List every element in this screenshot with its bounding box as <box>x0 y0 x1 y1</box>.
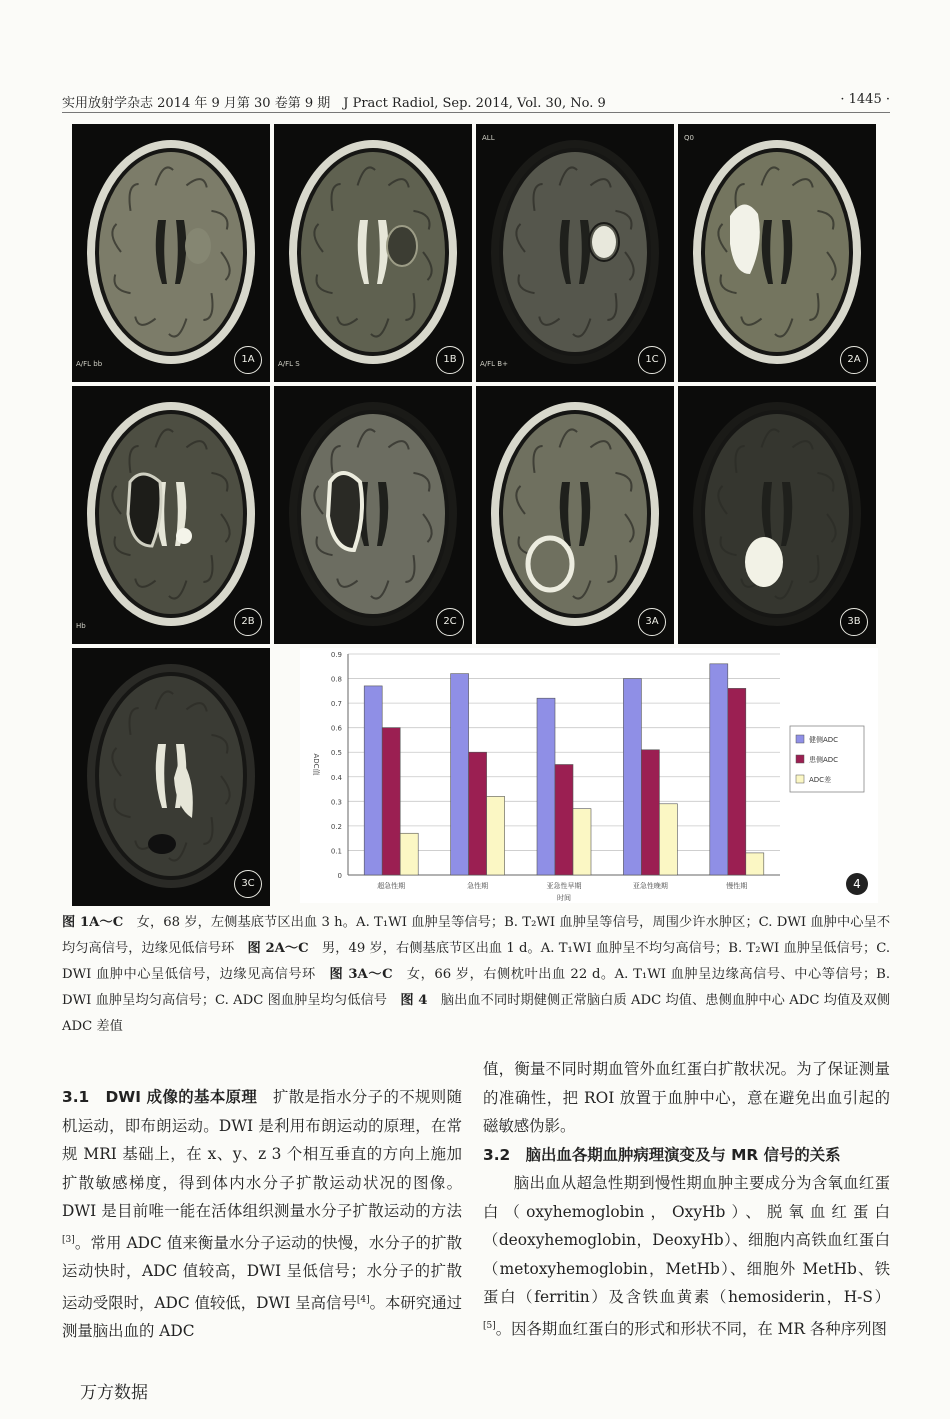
fig1-caption-label: 图 1A～C <box>62 915 124 930</box>
panel-sequence-tag: A/FL S <box>278 360 300 368</box>
fig4-caption-label: 图 4 <box>400 993 428 1008</box>
legend-swatch <box>796 775 804 783</box>
fig2-caption-text: 男，49 岁，右侧基底节区出血 1 d。A. T₁WI 血肿呈不均匀高信号；B. T₂WI 血肿呈低信号；C. DWI 血肿中心呈低信号，边缘见高信号环 <box>62 941 891 982</box>
mri-panel-2b <box>72 386 270 644</box>
panel-sequence-tag: A/FL bb <box>76 360 103 368</box>
adc-bar-chart <box>300 648 878 903</box>
bar-3 <box>746 853 764 875</box>
panel-label: 2C <box>436 608 464 636</box>
y-tick-label: 0.2 <box>330 822 342 831</box>
panel-label: 1A <box>234 346 262 374</box>
x-tick-label: 亚急性早期 <box>546 882 582 890</box>
fig1-caption-text: 女，68 岁，左侧基底节区出血 3 h。A. T₁WI 血肿呈等信号；B. T₂WI 血肿呈等信号，周围少许水肿区；C. DWI 血肿中心呈不均匀高信号，边缘见低信号环 <box>62 915 891 956</box>
mri-panel-1a <box>72 124 270 382</box>
legend-label: 患侧ADC <box>809 756 839 764</box>
bar-3 <box>573 809 591 875</box>
y-tick-label: 0.1 <box>330 847 342 856</box>
mri-image <box>72 386 270 644</box>
mri-image <box>72 648 270 906</box>
bar-1 <box>710 664 728 875</box>
bar-2 <box>469 752 487 875</box>
y-tick-label: 0.9 <box>330 651 342 659</box>
x-axis-label: 时间 <box>557 894 571 902</box>
section-3-1-heading: 3.1 DWI 成像的基本原理 <box>62 1088 258 1106</box>
mri-panel-2c <box>274 386 472 644</box>
bar-3 <box>487 796 505 875</box>
mri-image <box>72 124 270 382</box>
section-3-1-text: 扩散是指水分子的不规则随机运动，即布朗运动。DWI 是利用布朗运动的原理，在常规 MRI 基础上，在 x、y、z 3 个相互垂直的方向上施加扩散敏感梯度，得到体内水分子扩散运动状况的图像。DWI 是目前唯一能在活体组织测量水分子扩散运动的方法 <box>62 1088 462 1220</box>
panel-label: 1C <box>638 346 666 374</box>
y-tick-label: 0.5 <box>330 749 342 758</box>
bar-1 <box>623 679 641 875</box>
section-3-2-heading: 3.2 脑出血各期血肿病理演变及与 MR 信号的关系 <box>483 1145 841 1164</box>
mri-image <box>476 386 674 644</box>
panel-label: 2B <box>234 608 262 636</box>
panel-label: 3C <box>234 870 262 898</box>
bar-2 <box>641 750 659 875</box>
bar-1 <box>537 698 555 875</box>
bar-1 <box>451 674 469 875</box>
y-tick-label: 0.3 <box>330 798 342 807</box>
fig3-caption-label: 图 3A～C <box>329 967 393 982</box>
bar-2 <box>728 688 746 875</box>
ref-4: [4] <box>356 1294 370 1305</box>
mri-panel-2a <box>678 124 876 382</box>
y-tick-label: 0.8 <box>330 675 342 684</box>
section-3-1-text-3: 。本研究通过测量脑出血的 ADC <box>62 1293 462 1341</box>
bar-3 <box>659 804 677 875</box>
mri-panel-3a <box>476 386 674 644</box>
legend-label: ADC差 <box>809 776 832 784</box>
section-3-1-text-2: 。常用 ADC 值来衡量水分子运动的快慢，水分子的扩散运动快时，ADC 值较高，DWI 呈低信号；水分子的扩散运动受限时，ADC 值较低，DWI 呈高信号 <box>62 1233 462 1312</box>
mri-panel-1b <box>274 124 472 382</box>
y-axis-label: ADC值 <box>312 753 320 776</box>
section-3-2-text-2: 。因各期血红蛋白的形式和形状不同，在 MR 各种序列图 <box>495 1319 887 1338</box>
page-number: · 1445 · <box>840 92 890 107</box>
figure-4-label: 4 <box>846 873 868 895</box>
x-tick-label: 亚急性晚期 <box>632 882 668 890</box>
mri-image <box>476 124 674 382</box>
left-column <box>62 1083 462 1346</box>
mri-image <box>678 386 876 644</box>
legend-swatch <box>796 755 804 763</box>
ref-3: [3] <box>62 1234 75 1245</box>
panel-top-tag: Q0 <box>684 134 694 142</box>
mri-image <box>274 386 472 644</box>
y-tick-label: 0.4 <box>330 773 342 782</box>
right-column <box>483 1055 890 1343</box>
x-tick-label: 慢性期 <box>726 882 748 890</box>
panel-label: 3A <box>638 608 666 636</box>
bar-1 <box>364 686 382 875</box>
mri-image <box>274 124 472 382</box>
mri-panel-1c <box>476 124 674 382</box>
bar-2 <box>555 765 573 876</box>
ref-5: [5] <box>483 1320 496 1331</box>
bar-2 <box>382 728 400 875</box>
panel-sequence-tag: A/FL B+ <box>480 360 508 368</box>
y-tick-label: 0.7 <box>330 700 342 709</box>
y-tick-label: 0.6 <box>330 724 342 733</box>
mri-panel-3b <box>678 386 876 644</box>
mri-panel-3c <box>72 648 270 906</box>
header-rule <box>62 112 890 113</box>
mri-image <box>678 124 876 382</box>
footer-watermark: 万方数据 <box>80 1383 148 1403</box>
legend-swatch <box>796 735 804 743</box>
panel-label: 3B <box>840 608 868 636</box>
x-tick-label: 超急性期 <box>377 882 406 890</box>
panel-sequence-tag: Hb <box>76 622 86 630</box>
legend-label: 健侧ADC <box>809 736 839 744</box>
fig4-caption-text: 脑出血不同时期健侧正常脑白质 ADC 均值、患侧血肿中心 ADC 均值及双侧 ADC 差值 <box>62 993 890 1034</box>
panel-top-tag: ALL <box>482 134 495 142</box>
panel-label: 1B <box>436 346 464 374</box>
panel-label: 2A <box>840 346 868 374</box>
chart-svg <box>300 648 878 903</box>
fig2-caption-label: 图 2A～C <box>247 941 309 956</box>
section-3-2-text: 脑出血从超急性期到慢性期血肿主要成分为含氧血红蛋白（oxyhemoglobin，OxyHb）、脱氧血红蛋白（deoxyhemoglobin，DeoxyHb）、细胞内高铁血红蛋白（metoxyhemoglobin，MetHb）、细胞外 MetHb、铁蛋白（ferritin）及含铁血黄素（hemosiderin，H-S） <box>483 1174 890 1306</box>
y-tick-label: 0 <box>337 872 342 880</box>
x-tick-label: 急性期 <box>467 882 489 890</box>
continued-paragraph: 值，衡量不同时期血管外血红蛋白扩散状况。为了保证测量的准确性，把 ROI 放置于血肿中心，意在避免出血引起的磁敏感伪影。 <box>483 1060 890 1135</box>
bar-3 <box>400 833 418 875</box>
journal-citation: 实用放射学杂志 2014 年 9 月第 30 卷第 9 期 J Pract Radiol, Sep. 2014, Vol. 30, No. 9 <box>62 96 606 111</box>
figure-caption <box>62 910 890 1040</box>
fig3-caption-text: 女，66 岁，右侧枕叶出血 22 d。A. T₁WI 血肿呈边缘高信号、中心等信号；B. DWI 血肿呈均匀高信号；C. ADC 图血肿呈均匀低信号 <box>62 967 891 1008</box>
